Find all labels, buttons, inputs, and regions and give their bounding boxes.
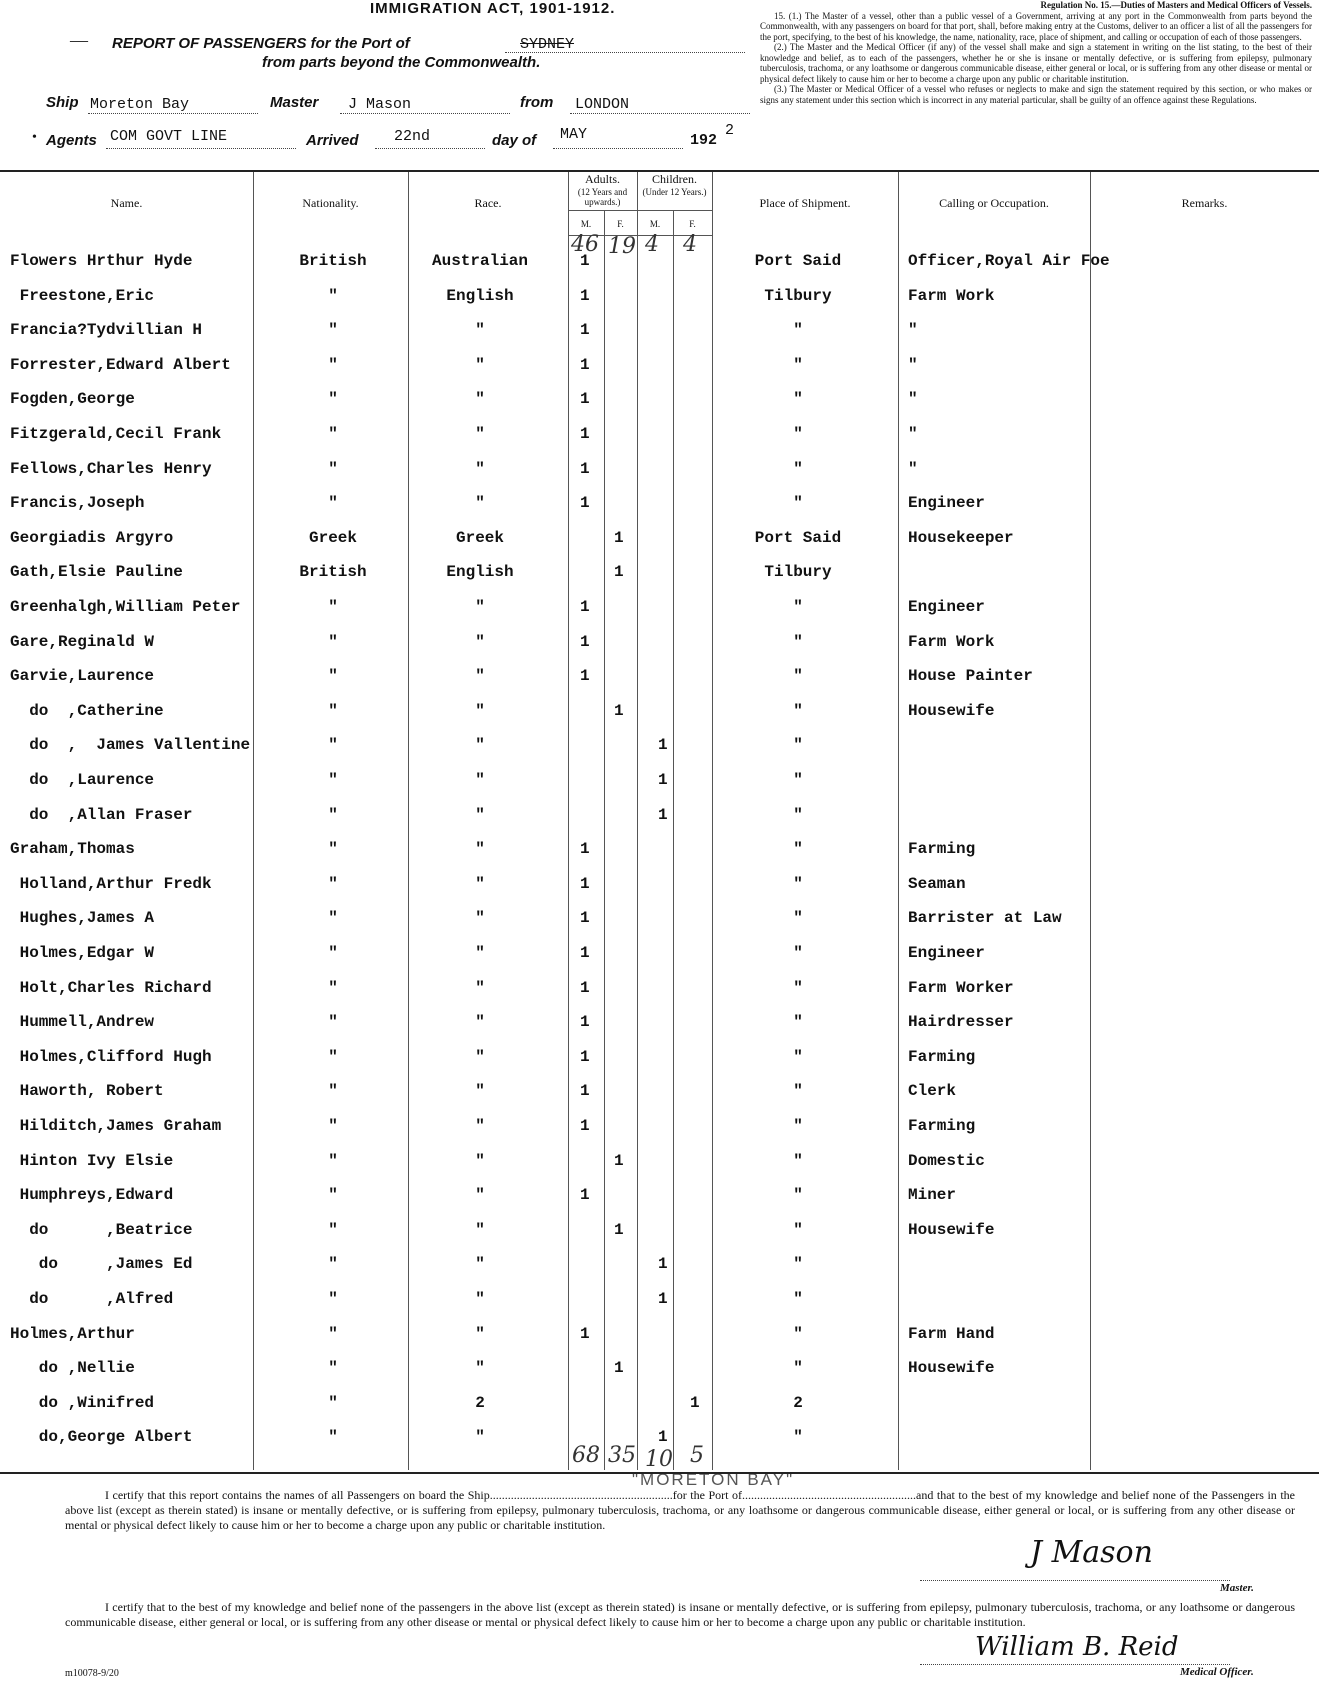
tally-child-m: 4 [645, 232, 659, 257]
cell-nationality: " [328, 771, 338, 789]
cell-name: do ,Laurence [10, 771, 155, 789]
cell-adult-f: 1 [614, 1359, 624, 1378]
cell-place: " [793, 736, 803, 755]
col-child-f: F. [689, 219, 696, 229]
cell-adult-f: 1 [614, 1220, 624, 1239]
cell-race: " [475, 805, 485, 824]
cell-calling: Engineer [908, 598, 985, 616]
report-subtitle: from parts beyond the Commonwealth. [262, 54, 541, 71]
cell-race: " [475, 1013, 485, 1032]
cell-adult-m: 1 [580, 598, 590, 616]
cell-race: " [475, 1151, 485, 1170]
regulation-p1: 15. (1.) The Master of a vessel, other than a public vessel of a Government, arriving at any port in the Commonwealth from parts beyond the Commonwealth, with any passengers on board for that port, shall, before making entry at the Customs, deliver to an officer a list of all the passengers for the port, specifying, to the best of his knowledge, the name, nationality, race, place of shipment, and calling or occupation of each of those passengers. [760, 10, 1312, 42]
cell-calling: Engineer [908, 494, 985, 513]
cell-place: " [793, 494, 803, 513]
cell-nationality: " [328, 1290, 338, 1308]
cell-race: " [475, 944, 485, 962]
cell-calling: Barrister at Law [908, 909, 1062, 928]
tally-adult-f: 19 [608, 234, 636, 259]
cell-race: " [475, 1220, 485, 1239]
agents-line [106, 148, 296, 149]
cell-race: 2 [475, 1393, 485, 1412]
form-code: m10078-9/20 [65, 1668, 119, 1679]
cell-name: do ,Catherine [10, 701, 164, 720]
cell-nationality: " [328, 1428, 338, 1447]
regulation-p2: (2.) The Master and the Medical Officer (if any) of the vessel shall make and sign a statement in writing on the list stating, to the best of their knowledge and belief, as to each of the passengers, whether he or she is insane or mentally defective, or is suffering from epilepsy, pulmonary tuberculosis, trachoma, or any loathsome or dangerous communicable disease, either general or local, or is suffering from any other disease or mental or physical defect likely to cause him or her to become a charge upon any public or charitable institution. [760, 42, 1312, 84]
cell-name: do ,Alfred [10, 1290, 174, 1308]
cell-name: Gath,Elsie Pauline [10, 563, 183, 582]
cell-nationality: " [328, 701, 338, 720]
year-suffix: 2 [725, 122, 735, 139]
cell-calling: Miner [908, 1186, 957, 1205]
cell-place: " [793, 1151, 803, 1170]
ship-label: Ship [46, 94, 79, 111]
cell-name: Hinton Ivy Elsie [10, 1151, 174, 1170]
cell-race: " [475, 840, 485, 859]
cell-calling: Officer,Royal Air Foe [908, 252, 1110, 270]
from-line [570, 113, 750, 114]
arrived-label: Arrived [306, 132, 359, 149]
cell-place: " [793, 667, 803, 686]
cell-name: Greenhalgh,William Peter [10, 598, 241, 616]
cell-nationality: " [328, 425, 338, 443]
cell-race: Greek [455, 528, 504, 547]
cell-place: " [793, 1290, 803, 1308]
cell-race: " [475, 1117, 485, 1135]
col-children-note: (Under 12 Years.) [642, 187, 707, 197]
port-value: SYDNEY [520, 36, 575, 53]
col-adult-f: F. [617, 219, 624, 229]
total-adult-f: 35 [608, 1443, 636, 1468]
cell-place: " [793, 459, 803, 478]
ship-line [88, 113, 258, 114]
cell-name: Georgiadis Argyro [10, 528, 174, 547]
cell-place: " [793, 1324, 803, 1343]
cell-nationality: " [328, 1220, 338, 1239]
col-calling-header: Calling or Occupation. [939, 196, 1049, 210]
master-caption: Master. [1220, 1582, 1254, 1594]
cell-name: Holt,Charles Richard [10, 978, 212, 997]
cell-race: " [475, 909, 485, 928]
ship-stamp: "MORETON BAY" [632, 1470, 795, 1489]
cell-place: " [793, 1220, 803, 1239]
cell-calling: " [908, 321, 918, 340]
cell-race: English [446, 563, 514, 582]
cell-name: Hummell,Andrew [10, 1013, 155, 1032]
cell-place: " [793, 840, 803, 859]
cell-adult-m: 1 [580, 874, 590, 893]
cell-calling: Farm Work [908, 632, 995, 651]
cell-adult-f: 1 [614, 701, 624, 720]
cell-place: " [793, 944, 803, 962]
cell-name: Fitzgerald,Cecil Frank [10, 425, 222, 443]
month-value: MAY [560, 126, 588, 143]
cell-name: Holmes,Clifford Hugh [10, 1047, 212, 1066]
cell-name: Flowers Hrthur Hyde [10, 252, 193, 270]
cell-race: " [475, 1082, 485, 1101]
cell-place: " [793, 1359, 803, 1378]
cell-child-m: 1 [658, 805, 668, 824]
col-divider [898, 172, 899, 1470]
cell-place: " [793, 805, 803, 824]
medical-sign-line [920, 1664, 1230, 1665]
cell-nationality: " [328, 1186, 338, 1205]
col-adults-note: (12 Years and upwards.) [577, 187, 628, 207]
cell-race: " [475, 355, 485, 374]
col-divider [604, 210, 605, 1470]
cell-adult-m: 1 [580, 459, 590, 478]
cell-place: " [793, 355, 803, 374]
cell-name: do ,James Ed [10, 1255, 193, 1274]
cell-place: " [793, 1428, 803, 1447]
cell-nationality: " [328, 736, 338, 755]
col-divider [1090, 172, 1091, 1470]
col-child-m: M. [649, 219, 661, 229]
cell-nationality: Greek [308, 528, 357, 547]
cell-name: Holmes,Edgar W [10, 944, 155, 962]
regulation-text [760, 0, 1312, 105]
medical-caption: Medical Officer. [1180, 1666, 1254, 1678]
cell-place: " [793, 1082, 803, 1101]
cell-race: " [475, 1359, 485, 1378]
cell-adult-m: 1 [580, 632, 590, 651]
col-remarks-header: Remarks. [1181, 196, 1228, 210]
cell-child-m: 1 [658, 1290, 668, 1308]
arrived-line [375, 148, 485, 149]
cell-calling: Farming [908, 1117, 976, 1135]
cell-child-m: 1 [658, 771, 668, 789]
cell-name: do ,Allan Fraser [10, 805, 193, 824]
cell-adult-m: 1 [580, 978, 590, 997]
cell-race: " [475, 459, 485, 478]
cell-race: " [475, 1186, 485, 1205]
cell-nationality: " [328, 598, 338, 616]
cell-child-m: 1 [658, 1428, 668, 1447]
cell-race: " [475, 978, 485, 997]
cell-calling: Engineer [908, 944, 985, 962]
cell-race: " [475, 390, 485, 409]
medical-signature: William B. Reid [975, 1632, 1179, 1662]
cell-name: Fellows,Charles Henry [10, 459, 212, 478]
cell-race: " [475, 321, 485, 340]
day-of-label: day of [492, 132, 537, 149]
col-divider [408, 172, 409, 1470]
cell-calling: House Painter [908, 667, 1033, 686]
cell-nationality: " [328, 840, 338, 859]
col-race-header: Race. [474, 196, 502, 210]
cell-nationality: " [328, 494, 338, 513]
cell-nationality: " [328, 1393, 338, 1412]
dash-mark: — [70, 30, 88, 50]
cell-nationality: " [328, 1082, 338, 1101]
cell-calling: Seaman [908, 874, 966, 893]
col-children-header: Children. [652, 172, 697, 186]
cell-place: " [793, 874, 803, 893]
col-divider [673, 210, 674, 1470]
cell-place: Tilbury [764, 286, 832, 305]
cell-calling: Farm Work [908, 286, 995, 305]
cell-race: " [475, 701, 485, 720]
col-place-header: Place of Shipment. [759, 196, 851, 210]
cell-nationality: " [328, 978, 338, 997]
cell-name: do ,Beatrice [10, 1220, 193, 1239]
cell-name: do ,Nellie [10, 1359, 135, 1378]
cell-race: " [475, 598, 485, 616]
cell-place: " [793, 321, 803, 340]
cell-calling: " [908, 355, 918, 374]
col-nationality-header: Nationality. [302, 196, 359, 210]
cell-nationality: " [328, 1359, 338, 1378]
cell-adult-m: 1 [580, 667, 590, 686]
tally-adult-m: 46 [571, 232, 599, 257]
regulation-p3: (3.) The Master or Medical Officer of a vessel who refuses or neglects to make and sign the statement required by this section, or who makes or signs any statement under this section which is incorrect in any material particular, shall be guilty of an offence against these Regulations. [760, 84, 1312, 105]
cell-race: " [475, 1428, 485, 1447]
cell-nationality: " [328, 459, 338, 478]
tally-child-f: 4 [683, 232, 697, 257]
master-line [340, 113, 510, 114]
cell-place: " [793, 701, 803, 720]
cell-place: " [793, 425, 803, 443]
cell-adult-m: 1 [580, 425, 590, 443]
cell-place: " [793, 1255, 803, 1274]
cell-nationality: " [328, 909, 338, 928]
year-prefix: 192 [690, 132, 718, 149]
act-title: IMMIGRATION ACT, 1901-1912. [370, 0, 616, 17]
cell-race: " [475, 1324, 485, 1343]
cell-calling: Domestic [908, 1151, 985, 1170]
cell-calling: Housewife [908, 1359, 995, 1378]
cell-adult-m: 1 [580, 494, 590, 513]
cell-calling: Housekeeper [908, 528, 1014, 547]
cell-calling: Farm Worker [908, 978, 1014, 997]
cell-adult-m: 1 [580, 321, 590, 340]
cell-name: Holmes,Arthur [10, 1324, 135, 1343]
cell-nationality: " [328, 321, 338, 340]
col-divider [568, 172, 569, 1470]
agents-value: COM GOVT LINE [110, 128, 228, 145]
cell-place: " [793, 390, 803, 409]
cell-nationality: " [328, 944, 338, 962]
master-signature: J Mason [1030, 1535, 1153, 1570]
cell-nationality: British [299, 252, 367, 270]
cell-nationality: " [328, 1047, 338, 1066]
cell-race: " [475, 632, 485, 651]
cell-adult-m: 1 [580, 252, 590, 270]
arrived-value: 22nd [394, 128, 431, 145]
cell-adult-m: 1 [580, 286, 590, 305]
cell-nationality: " [328, 1117, 338, 1135]
cell-adult-m: 1 [580, 1186, 590, 1205]
cell-calling: Farming [908, 840, 976, 859]
cell-place: " [793, 1013, 803, 1032]
cell-name: Fogden,George [10, 390, 135, 409]
cell-name: Francia?Tydvillian H [10, 321, 203, 340]
cell-place: Port Said [754, 528, 842, 547]
cell-place: " [793, 909, 803, 928]
cell-adult-m: 1 [580, 840, 590, 859]
cell-name: Hilditch,James Graham [10, 1117, 222, 1135]
cell-nationality: " [328, 1324, 338, 1343]
cell-calling: " [908, 425, 918, 443]
cell-race: " [475, 874, 485, 893]
cell-place: " [793, 598, 803, 616]
cell-child-m: 1 [658, 1255, 668, 1274]
cell-nationality: " [328, 286, 338, 305]
cell-name: Francis,Joseph [10, 494, 145, 513]
cell-adult-m: 1 [580, 355, 590, 374]
cell-name: Humphreys,Edward [10, 1186, 174, 1205]
cell-adult-f: 1 [614, 528, 624, 547]
cell-name: do,George Albert [10, 1428, 193, 1447]
cell-adult-m: 1 [580, 909, 590, 928]
report-title: REPORT OF PASSENGERS for the Port of [112, 35, 410, 52]
cell-nationality: " [328, 355, 338, 374]
cell-name: Holland,Arthur Fredk [10, 874, 212, 893]
cell-nationality: " [328, 1013, 338, 1032]
cell-nationality: " [328, 667, 338, 686]
cell-calling: Housewife [908, 701, 995, 720]
cell-adult-m: 1 [580, 1013, 590, 1032]
cell-race: " [475, 667, 485, 686]
cell-nationality: " [328, 632, 338, 651]
cell-race: English [446, 286, 514, 305]
cell-calling: Housewife [908, 1220, 995, 1239]
bullet: • [32, 130, 37, 145]
cell-nationality: " [328, 874, 338, 893]
regulation-title: Regulation No. 15.—Duties of Masters and Medical Officers of Vessels. [1040, 0, 1312, 10]
cell-calling: " [908, 390, 918, 409]
cell-adult-m: 1 [580, 1082, 590, 1101]
cell-name: Forrester,Edward Albert [10, 355, 231, 374]
month-line [553, 148, 683, 149]
col-divider [637, 172, 638, 1470]
cell-place: " [793, 978, 803, 997]
col-name-header: Name. [110, 196, 143, 210]
master-value: J Mason [348, 96, 412, 113]
cell-adult-m: 1 [580, 390, 590, 409]
cell-place: Port Said [754, 252, 842, 270]
from-value: LONDON [575, 96, 630, 113]
cell-place: " [793, 1047, 803, 1066]
cell-race: " [475, 1047, 485, 1066]
col-adults-header: Adults. [584, 172, 620, 186]
cell-child-f: 1 [690, 1393, 700, 1412]
cell-calling: " [908, 459, 918, 478]
cell-adult-m: 1 [580, 1117, 590, 1135]
cell-name: Graham,Thomas [10, 840, 135, 859]
cell-place: " [793, 1186, 803, 1205]
cell-calling: Farming [908, 1047, 976, 1066]
medical-certificate: I certify that to the best of my knowledge and belief none of the passengers in the above list (except as therein stated) is insane or mentally defective, or is suffering from epilepsy, pulmonary tuberculosis, trachoma, or any loathsome or dangerous communicable disease, either general or local, or is suffering from any other disease or mental or physical defect likely to cause him or her to become a charge upon any public or charitable institution. [65, 1600, 1295, 1629]
total-child-f: 5 [690, 1443, 704, 1468]
cell-race: " [475, 771, 485, 789]
col-adult-m: M. [580, 219, 592, 229]
cell-name: Garvie,Laurence [10, 667, 155, 686]
cell-race: " [475, 494, 485, 513]
cell-race: " [475, 1255, 485, 1274]
from-label: from [520, 94, 554, 111]
cell-place: " [793, 771, 803, 789]
cell-calling: Clerk [908, 1082, 957, 1101]
cell-adult-m: 1 [580, 944, 590, 962]
cell-name: Hughes,James A [10, 909, 155, 928]
master-sign-line [920, 1580, 1230, 1581]
total-adult-m: 68 [572, 1443, 600, 1468]
cell-race: " [475, 425, 485, 443]
cell-nationality: " [328, 390, 338, 409]
cell-nationality: " [328, 1151, 338, 1170]
cell-nationality: " [328, 805, 338, 824]
cell-name: do ,Winifred [10, 1393, 155, 1412]
cell-calling: Farm Hand [908, 1324, 995, 1343]
cell-place: " [793, 1117, 803, 1135]
cell-adult-f: 1 [614, 563, 624, 582]
cell-name: Freestone,Eric [10, 286, 155, 305]
cell-adult-m: 1 [580, 1047, 590, 1066]
col-divider [253, 172, 254, 1470]
total-child-m: 10 [645, 1447, 673, 1472]
cell-nationality: British [299, 563, 367, 582]
cell-nationality: " [328, 1255, 338, 1274]
cell-adult-f: 1 [614, 1151, 624, 1170]
agents-label: Agents [46, 132, 97, 149]
cell-name: Gare,Reginald W [10, 632, 155, 651]
ship-value: Moreton Bay [90, 96, 190, 113]
cell-place: 2 [793, 1393, 803, 1412]
subheader-rule [568, 210, 712, 211]
cell-race: Australian [431, 252, 528, 270]
cell-race: " [475, 1290, 485, 1308]
cell-name: do , James Vallentine [10, 736, 251, 755]
col-divider [712, 172, 713, 1470]
master-label: Master [270, 94, 319, 111]
cell-adult-m: 1 [580, 1324, 590, 1343]
cell-calling: Hairdresser [908, 1013, 1014, 1032]
table-bottom-rule [0, 1472, 1319, 1474]
cell-place: " [793, 632, 803, 651]
cell-child-m: 1 [658, 736, 668, 755]
cell-name: Haworth, Robert [10, 1082, 164, 1101]
cell-race: " [475, 736, 485, 755]
master-certificate: I certify that this report contains the names of all Passengers on board the Ship.............................................................for the Port of..........................................................and that to the best of my knowledge and belief none of the Passengers in the above list (except as therein stated) is insane or mentally defective, or is suffering from epilepsy, pulmonary tuberculosis, trachoma, or any loathsome or dangerous communicable disease, either general or local, or is suffering from any other disease or mental or physical defect likely to cause him or her to become a charge upon any public or charitable institution. [65, 1488, 1295, 1532]
port-line [505, 52, 745, 53]
cell-place: Tilbury [764, 563, 832, 582]
